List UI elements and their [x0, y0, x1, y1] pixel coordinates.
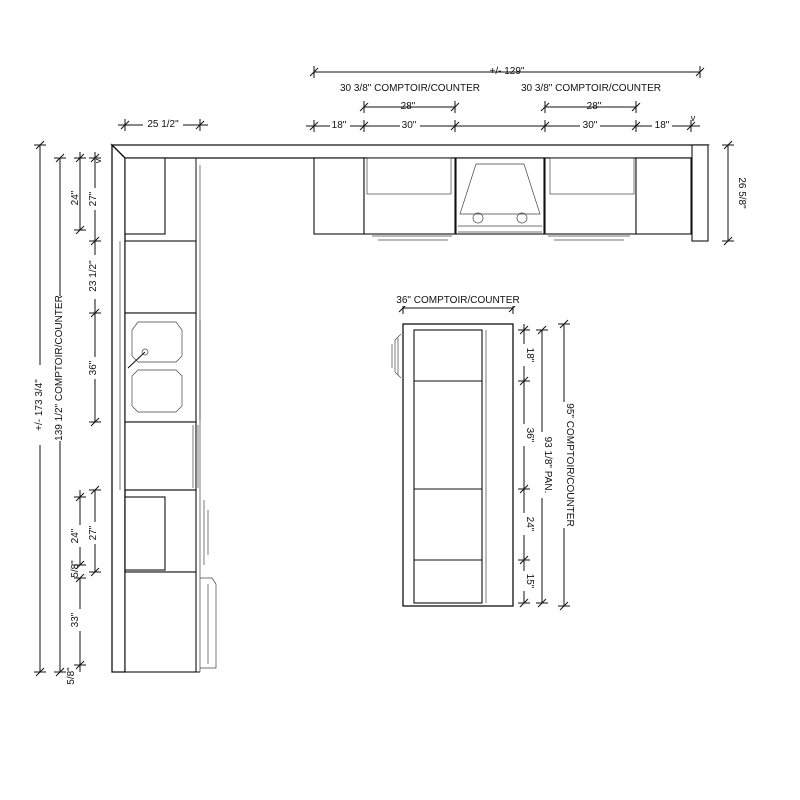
island-seg-18: 18": [524, 347, 535, 363]
left-seg-36: 36": [88, 360, 99, 376]
island-panel-dimension: 93 1/8" PAN.: [542, 436, 553, 494]
left-upper-cabinet-top: [125, 158, 165, 234]
left-upper-cabinet-bottom: [125, 497, 165, 570]
left-overall-dimension: +/- 173 3/4": [34, 379, 45, 431]
top-left-30-dimension: 30": [401, 120, 417, 131]
island-counter-label: 36" COMPTOIR/COUNTER: [396, 295, 520, 306]
left-seg-33: 33": [70, 612, 81, 628]
top-end-panel: [692, 145, 708, 241]
top-right-28-dimension: 28": [586, 101, 602, 112]
top-right-30-dimension: 30": [582, 120, 598, 131]
left-v-mark: v: [93, 158, 103, 164]
left-countertop: [112, 145, 125, 672]
left-lower-24: 24": [70, 528, 81, 544]
top-counter-right-label: 30 3/8" COMPTOIR/COUNTER: [520, 83, 662, 94]
island: [392, 292, 575, 610]
range-hood: [456, 158, 544, 234]
island-seg-36: 36": [524, 427, 535, 443]
island-cabinet-body: [414, 330, 482, 603]
left-cabinet-bottom: [125, 572, 196, 672]
top-run: [112, 66, 747, 245]
left-lower-27: 27": [88, 525, 99, 541]
left-counter-dimension: 139 1/2" COMPTOIR/COUNTER: [54, 295, 65, 441]
top-cabinet-right-18: [636, 158, 691, 234]
top-right-v-mark: v: [690, 113, 696, 123]
island-seg-24: 24": [524, 516, 535, 532]
top-countertop: [112, 145, 708, 158]
top-depth-dimension: 26 5/8": [736, 177, 747, 209]
island-seg-15: 15": [524, 573, 535, 589]
island-length-dimension: 95" COMPTOIR/COUNTER: [564, 403, 575, 527]
sink-cabinet: [125, 313, 196, 422]
top-counter-left-label: 30 3/8" COMPTOIR/COUNTER: [339, 83, 481, 94]
top-cabinet-left-30: [364, 158, 455, 234]
top-right-18-dimension: 18": [654, 120, 670, 131]
top-overall-dimension: +/- 129": [489, 66, 525, 77]
top-left-18-dimension: 18": [331, 120, 347, 131]
top-cabinet-right-30: [545, 158, 636, 234]
left-bottom-58: 5/8": [66, 667, 77, 685]
left-run: [32, 118, 216, 685]
left-width-dimension: 25 1/2": [147, 119, 179, 130]
left-seg-23: 23 1/2": [88, 260, 99, 292]
top-left-28-dimension: 28": [400, 101, 416, 112]
left-cabinet-dishwasher: [125, 422, 196, 490]
left-cabinet-23: [125, 241, 196, 313]
left-upper-24: 24": [70, 190, 81, 206]
left-upper-27: 27": [88, 191, 99, 207]
left-frac-58: 5/8": [70, 560, 81, 578]
top-cabinet-left-18: [314, 158, 364, 234]
